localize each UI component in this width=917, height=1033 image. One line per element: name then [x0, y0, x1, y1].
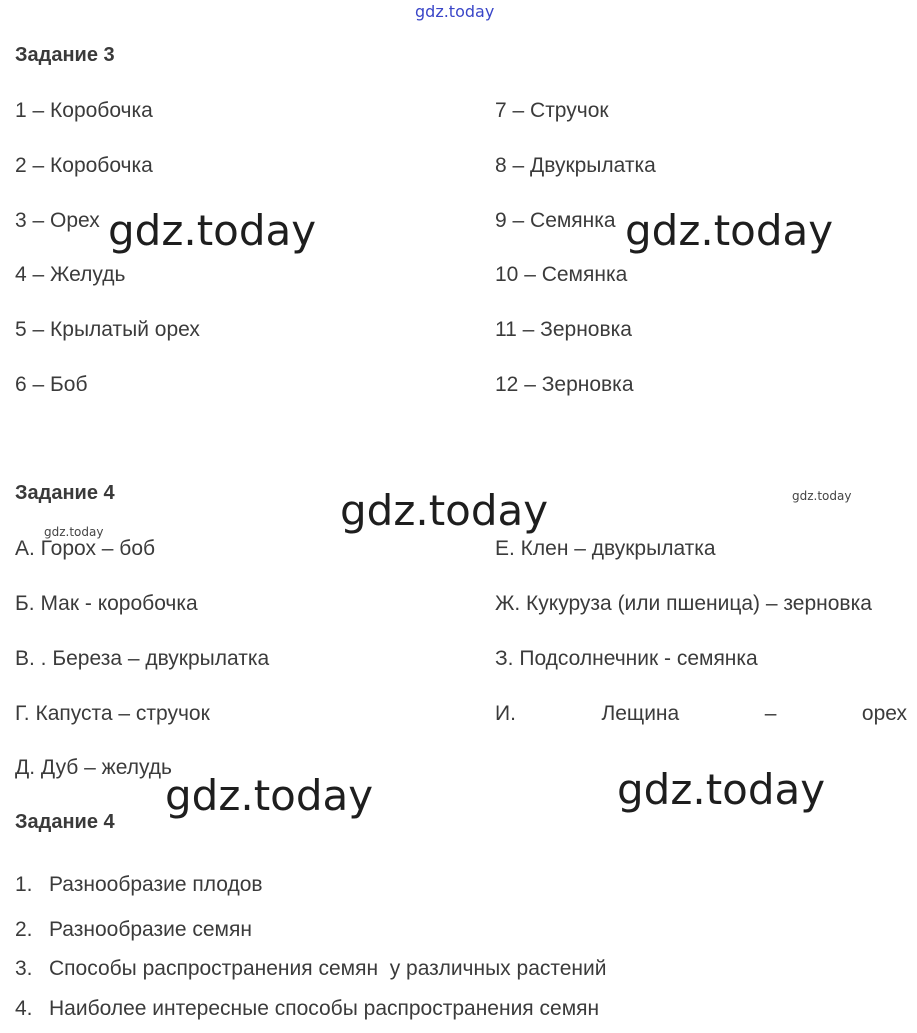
- task4b-item-3: [15, 957, 607, 981]
- task3-item-10: 10 – Семянка: [495, 263, 628, 286]
- task3-item-12: 12 – Зерновка: [495, 373, 634, 396]
- task4b-item-2-num: 2.: [15, 918, 33, 941]
- task4a-item-g: Г. Капуста – стручок: [15, 702, 210, 725]
- watermark-4: gdz.today: [165, 771, 374, 820]
- task3-item-9: 9 – Семянка: [495, 209, 616, 232]
- task3-item-4: 4 – Желудь: [15, 263, 126, 286]
- task3-item-3: 3 – Орех: [15, 209, 100, 232]
- task4b-item-1-text: Разнообразие плодов: [49, 873, 263, 896]
- task4b-item-2: [15, 918, 252, 942]
- task4b-item-1: [15, 873, 263, 897]
- task4a-item-i-letter: И.: [495, 702, 516, 725]
- task4b-item-3-text: Способы распространения семян у различных растений: [49, 957, 607, 980]
- watermark-top: gdz.today: [415, 2, 495, 21]
- watermark-small-1: gdz.today: [792, 489, 852, 503]
- task4a-item-b: Б. Мак - коробочка: [15, 592, 198, 615]
- task4b-item-4-num: 4.: [15, 997, 33, 1020]
- task4a-heading: Задание 4: [15, 482, 115, 504]
- watermark-1: gdz.today: [108, 206, 317, 255]
- task3-heading: Задание 3: [15, 44, 115, 66]
- task4b-item-2-text: Разнообразие семян: [49, 918, 252, 941]
- task3-item-11: 11 – Зерновка: [495, 318, 632, 341]
- task3-item-8: 8 – Двукрылатка: [495, 154, 656, 177]
- task4a-item-zh: Ж. Кукуруза (или пшеница) – зерновка: [495, 592, 872, 615]
- watermark-2: gdz.today: [625, 206, 834, 255]
- task4a-item-i-fruit: орех: [861, 702, 907, 725]
- task4b-item-4-text: Наиболее интересные способы распространения семян: [49, 997, 600, 1020]
- task3-item-5: 5 – Крылатый орех: [15, 318, 200, 341]
- task4a-item-v: В. . Береза – двукрылатка: [15, 647, 270, 670]
- task3-item-1: 1 – Коробочка: [15, 99, 153, 122]
- task4a-item-a: А. Горох – боб: [15, 537, 156, 560]
- task4b-item-3-num: 3.: [15, 957, 33, 980]
- task4b-heading: Задание 4: [15, 811, 115, 833]
- task4a-item-d: Д. Дуб – желудь: [15, 756, 172, 779]
- task4a-item-i: [495, 702, 907, 726]
- task4a-item-e: Е. Клен – двукрылатка: [495, 537, 716, 560]
- watermark-5: gdz.today: [617, 765, 826, 814]
- task4a-item-i-plant: Лещина: [601, 702, 680, 725]
- task4b-item-1-num: 1.: [15, 873, 33, 896]
- watermark-3: gdz.today: [340, 486, 549, 535]
- task3-item-2: 2 – Коробочка: [15, 154, 153, 177]
- task4b-item-4: [15, 997, 599, 1021]
- watermark-small-2: gdz.today: [44, 525, 104, 539]
- task3-item-6: 6 – Боб: [15, 373, 88, 396]
- task4a-item-i-dash: –: [764, 702, 777, 725]
- task3-item-7: 7 – Стручок: [495, 99, 609, 122]
- task4a-item-z: З. Подсолнечник - семянка: [495, 647, 758, 670]
